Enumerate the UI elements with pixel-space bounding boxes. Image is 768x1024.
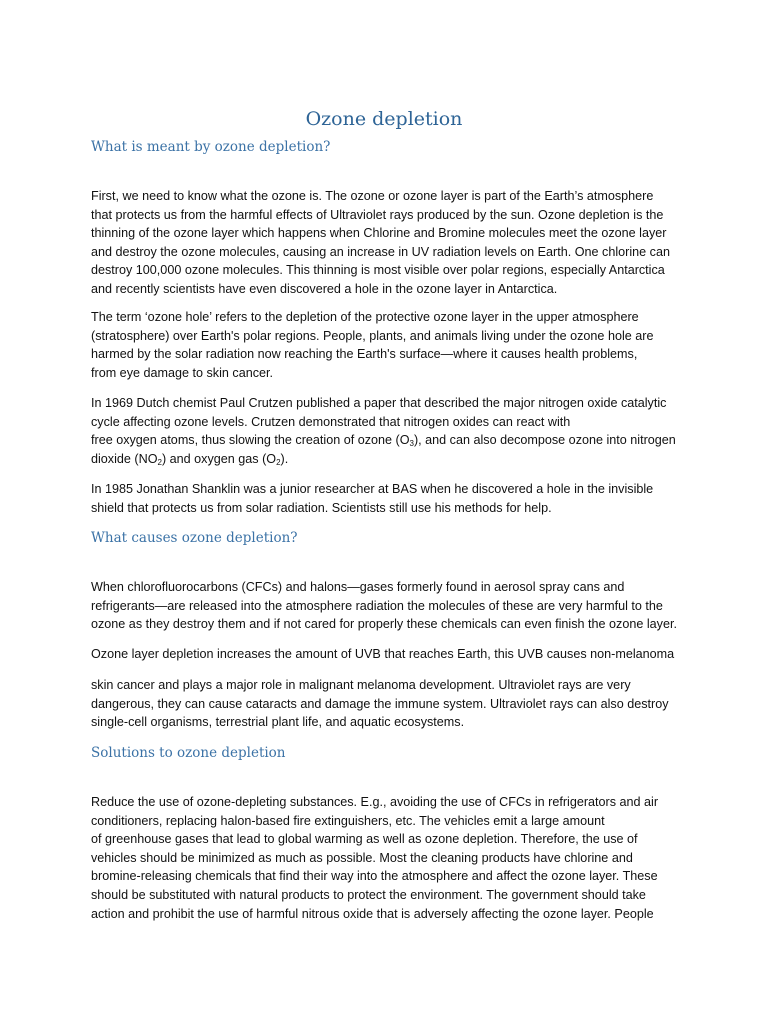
section-heading-causes: What causes ozone depletion? xyxy=(91,530,298,546)
text-line: should be substituted with natural products to protect the environment. The government should take xyxy=(91,887,646,902)
text-line: of greenhouse gases that lead to global warming as well as ozone depletion. Therefore, the use of xyxy=(91,832,638,847)
text-line: from eye damage to skin cancer. xyxy=(91,365,274,380)
text-line: shield that protects us from solar radiation. Scientists still use his methods for help. xyxy=(91,500,552,515)
page-title: Ozone depletion xyxy=(305,108,463,130)
text-line: and recently scientists have even discovered a hole in the ozone layer in Antarctica. xyxy=(91,281,558,296)
text-line: destroy 100,000 ozone molecules. This thinning is most visible over polar regions, especially Antarctica xyxy=(91,263,665,278)
paragraph-ozone-hole xyxy=(91,308,681,382)
text-line: The term ‘ozone hole’ refers to the depletion of the protective ozone layer in the upper atmosphere xyxy=(91,310,639,324)
text-line: that protects us from the harmful effects of Ultraviolet rays produced by the sun. Ozone depletion is the xyxy=(91,207,664,222)
section-heading-meaning: What is meant by ozone depletion? xyxy=(91,139,331,155)
text-line: Ozone layer depletion increases the amount of UVB that reaches Earth, this UVB causes non-melanoma xyxy=(91,647,675,661)
text-line: vehicles should be minimized as much as possible. Most the cleaning products have chlorine and xyxy=(91,850,633,865)
text-line: action and prohibit the use of harmful nitrous oxide that is adversely affecting the ozone layer. People xyxy=(91,906,654,921)
text-line: cycle affecting ozone levels. Crutzen demonstrated that nitrogen oxides can react with xyxy=(91,414,571,429)
text-line: single-cell organisms, terrestrial plant life, and aquatic ecosystems. xyxy=(91,715,465,730)
paragraph-ozone-intro xyxy=(91,187,681,299)
chem-line: free oxygen atoms, thus slowing the creation of ozone $(O_3)$, and can also decompose ozone into nitrogen xyxy=(91,433,676,449)
text-line: Reduce the use of ozone-depleting substances. E.g., avoiding the use of CFCs in refrigerators and air xyxy=(91,795,659,809)
text-line: First, we need to know what the ozone is. The ozone or ozone layer is part of the Earth’s atmosphere xyxy=(91,189,654,203)
paragraph-uvb xyxy=(91,645,681,664)
text-line: In 1969 Dutch chemist Paul Crutzen published a paper that described the major nitrogen oxide catalytic xyxy=(91,396,667,410)
paragraph-solutions xyxy=(91,793,681,923)
text-line: bromine-releasing chemicals that find their way into the atmosphere and affect the ozone layer. These xyxy=(91,869,658,884)
paragraph-shanklin xyxy=(91,480,681,517)
text-line: In 1985 Jonathan Shanklin was a junior researcher at BAS when he discovered a hole in the invisible xyxy=(91,482,654,496)
text-line: (stratosphere) over Earth's polar regions. People, plants, and animals living under the ozone hole are xyxy=(91,328,654,343)
text-line: When chlorofluorocarbons (CFCs) and halons—gases formerly found in aerosol spray cans and xyxy=(91,580,625,594)
paragraph-uv-effects xyxy=(91,676,681,732)
text-line: refrigerants—are released into the atmosphere radiation the molecules of these are very harmful to the xyxy=(91,598,663,613)
text-line: dangerous, they can cause cataracts and damage the immune system. Ultraviolet rays can also destroy xyxy=(91,696,669,711)
text-line: harmed by the solar radiation now reaching the Earth's surface—where it causes health problems, xyxy=(91,347,638,362)
chem-line: dioxide $(NO_2)$ and oxygen gas $(O_2)$. xyxy=(91,451,289,467)
text-line: ozone as they destroy them and if not cared for properly these chemicals can even finish the ozone layer. xyxy=(91,617,677,632)
paragraph-cfcs xyxy=(91,578,681,634)
text-line: conditioners, replacing halon-based fire extinguishers, etc. The vehicles emit a large amount xyxy=(91,813,605,828)
section-heading-solutions: Solutions to ozone depletion xyxy=(91,745,286,761)
text-line: thinning of the ozone layer which happens when Chlorine and Bromine molecules meet the ozone layer xyxy=(91,226,667,241)
text-line: and destroy the ozone molecules, causing an increase in UV radiation levels on Earth. One chlorine can xyxy=(91,244,670,259)
text-line: skin cancer and plays a major role in malignant melanoma development. Ultraviolet rays are very xyxy=(91,678,631,692)
paragraph-crutzen xyxy=(91,394,681,468)
